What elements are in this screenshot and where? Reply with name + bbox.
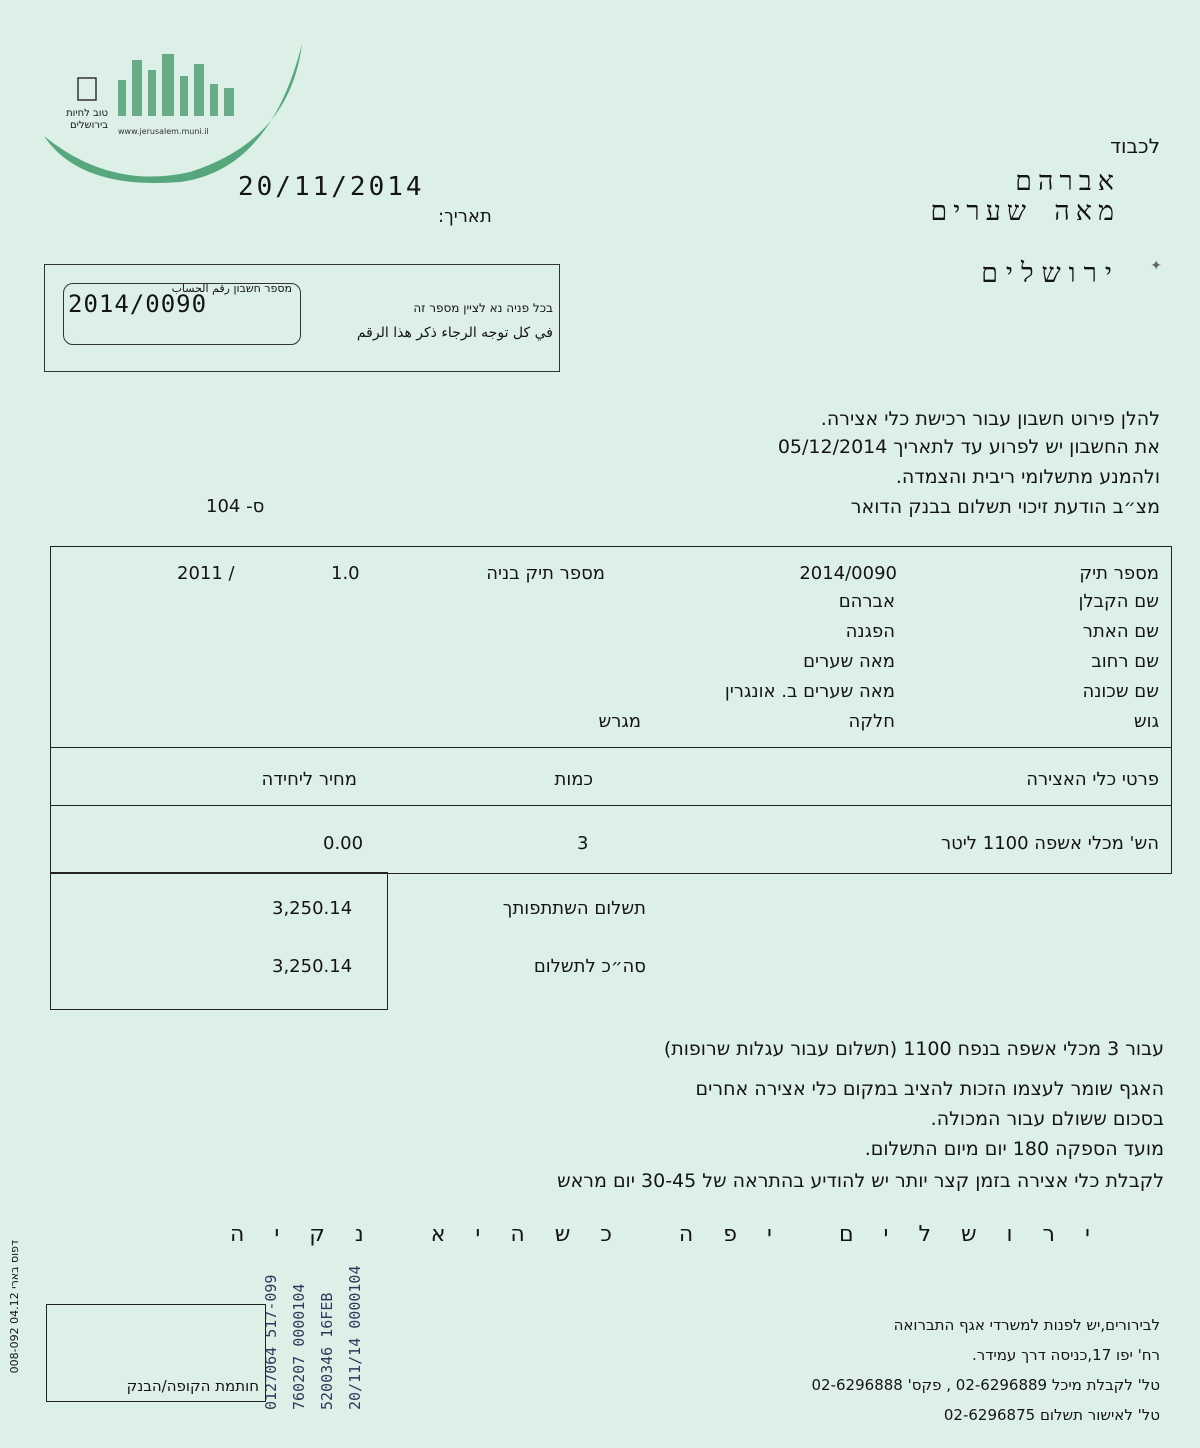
- item-quantity: 3: [577, 833, 589, 854]
- street-value: מאה שערים: [803, 651, 895, 672]
- reference-number: 2014/0090: [68, 290, 208, 318]
- building-file-value: 1.0: [331, 563, 360, 584]
- details-table: [50, 546, 1172, 874]
- building-file-year: 2011 /: [177, 563, 235, 584]
- svg-text:www.jerusalem.muni.il: www.jerusalem.muni.il: [118, 127, 209, 136]
- footer-line-1: לבירורים,יש לפנות למשרדי אגף התברואה: [893, 1316, 1160, 1334]
- intro-line-3: ולהמנע מתשלומי ריבית והצמדה.: [895, 466, 1160, 488]
- intro-line-1: להלן פירוט חשבון עבור רכישת כלי אצירה.: [820, 408, 1160, 430]
- items-header-unit-price: מחיר ליחידה: [261, 769, 357, 790]
- printer-code: 008-092 דפוס בארי 04.12: [8, 1240, 21, 1374]
- footer-line-4: טל' לאישור תשלום 02-6296875: [943, 1406, 1160, 1424]
- reference-arabic-note: في كل توجه الرجاء ذكر هذا الرقم: [356, 325, 553, 341]
- cashier-stamp-box: [46, 1304, 266, 1402]
- footer-line-2: רח' יפו 17,כניסה דרך עמידר.: [971, 1346, 1160, 1364]
- reference-tiny-label: מספר חשבון رقم الحساب: [171, 282, 292, 295]
- participation-label: תשלום השתתפותך: [502, 898, 646, 919]
- neighborhood-value: מאה שערים ב. אונגרין: [724, 681, 895, 702]
- footer-line-3: טל' לקבלת מיכל 02-6296889 , פקס' 02-6296888: [811, 1376, 1160, 1394]
- reference-box: [44, 264, 560, 372]
- reference-hebrew-note: בכל פניה נא לציין מספר זה: [413, 301, 553, 315]
- stamp-line-1: 0127064 517-099: [262, 1274, 280, 1410]
- parcel-label: חלקה: [848, 711, 895, 732]
- jerusalem-municipality-logo: [40, 40, 310, 190]
- table-divider: [51, 747, 1171, 748]
- recipient-to-label: לכבוד: [1110, 134, 1160, 158]
- stamp-line-3: 5200346 16FEB: [318, 1292, 336, 1410]
- note-line-5: לקבלת כלי אצירה בזמן קצר יותר יש להודיע בהתראה של 30-45 יום מראש: [557, 1170, 1164, 1192]
- total-value: 3,250.14: [272, 956, 353, 977]
- stamp-line-2: 760207 0000104: [290, 1283, 308, 1410]
- items-header-description: פרטי כלי האצירה: [1026, 769, 1159, 790]
- block-label: גוש: [1133, 711, 1159, 732]
- cashier-stamp-label: חותמת הקופה/הבנק: [126, 1377, 259, 1395]
- site-label: שם האתר: [1082, 621, 1159, 642]
- intro-line-2: את החשבון יש לפרוע עד לתאריך 05/12/2014: [777, 436, 1160, 458]
- table-divider: [51, 805, 1171, 806]
- recipient-street: מאה שערים: [930, 196, 1120, 227]
- recipient-city: ירושלים: [981, 258, 1120, 289]
- building-file-label: מספר תיק בניה: [486, 563, 605, 584]
- note-line-2: האגף שומר לעצמו הזכות להציב במקום כלי אצירה אחרים: [695, 1078, 1164, 1100]
- intro-line-4: מצ״ב הודעת זיכוי תשלום בבנק הדואר: [850, 496, 1160, 518]
- slogan: ירושלים יפה כשהיא נקיה: [230, 1222, 1120, 1247]
- contractor-label: שם הקבלן: [1078, 591, 1159, 612]
- note-line-1: עבור 3 מכלי אשפה בנפח 1100 (תשלום עבור עגלות שרופות): [663, 1038, 1164, 1060]
- file-number-value: 2014/0090: [799, 563, 897, 584]
- date-value: 20/11/2014: [238, 172, 425, 202]
- neighborhood-label: שם שכונה: [1082, 681, 1159, 702]
- file-number-label: מספר תיק: [1079, 563, 1159, 584]
- form-code: ס- 104: [206, 496, 265, 517]
- bank-payment-stamp: [262, 990, 442, 1420]
- street-label: שם רחוב: [1091, 651, 1159, 672]
- contractor-value: אברהם: [838, 591, 895, 612]
- note-line-3: בסכום ששולם עבור המכולה.: [930, 1108, 1164, 1130]
- total-label: סה״כ לתשלום: [533, 956, 646, 977]
- recipient-name: אברהם: [1015, 166, 1120, 197]
- site-value: הפגנה: [845, 621, 895, 642]
- items-header-quantity: כמות: [554, 769, 593, 790]
- stamp-line-4: 20/11/14 0000104: [346, 1265, 364, 1410]
- participation-value: 3,250.14: [272, 898, 353, 919]
- lot-label: מגרש: [598, 711, 641, 732]
- logo-caption: טוב לחיות בירושלים: [66, 108, 108, 131]
- item-description: הש' מכלי אשפה 1100 ליטר: [940, 833, 1159, 854]
- note-line-4: מועד הספקה 180 יום מיום התשלום.: [864, 1138, 1164, 1160]
- date-label: תאריך:: [438, 206, 492, 227]
- item-unit-price: 0.00: [323, 833, 364, 854]
- decorative-mark-icon: ✦: [1150, 258, 1162, 274]
